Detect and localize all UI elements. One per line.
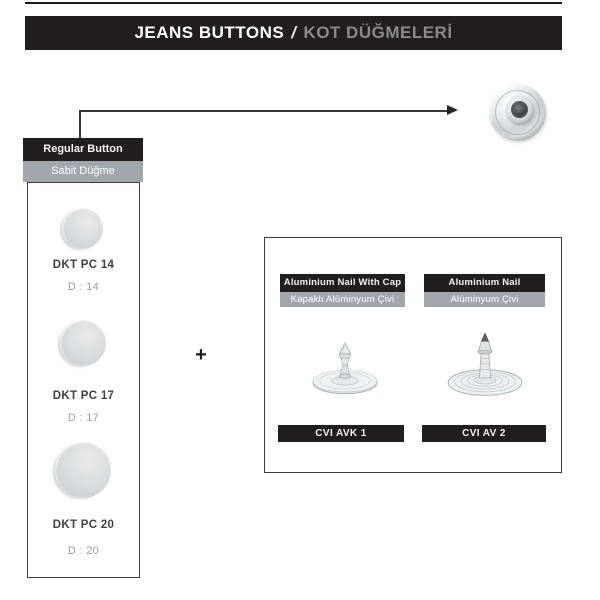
nail-code: CVI AV 2 bbox=[422, 425, 546, 442]
nail-with-cap-subheader: Kapaklı Alüminyum Çivi bbox=[280, 292, 405, 307]
button-circle-dkt-pc-20 bbox=[55, 442, 111, 498]
nail-with-cap-code: CVI AVK 1 bbox=[278, 425, 404, 442]
aluminium-nail-with-cap-image bbox=[303, 338, 387, 400]
title-separator: / bbox=[291, 23, 297, 42]
page-title-banner bbox=[25, 16, 562, 50]
jeans-button-image bbox=[489, 84, 546, 141]
button-code-dkt-pc-17: DKT PC 17 bbox=[52, 390, 115, 402]
button-code-dkt-pc-20: DKT PC 20 bbox=[52, 519, 115, 531]
button-face bbox=[511, 101, 528, 118]
aluminium-nail-image bbox=[439, 330, 531, 400]
nail-header: Aluminium Nail bbox=[424, 274, 545, 292]
nail-subheader: Alüminyum Çivi bbox=[424, 292, 545, 307]
button-diameter-dkt-pc-17: D : 17 bbox=[67, 412, 100, 424]
button-circle-dkt-pc-17 bbox=[60, 320, 106, 366]
connector-line-vertical bbox=[79, 111, 81, 138]
regular-button-header: Regular Button bbox=[23, 138, 143, 161]
connector-line-horizontal bbox=[79, 110, 448, 112]
button-diameter-dkt-pc-14: D : 14 bbox=[67, 281, 100, 293]
button-cap bbox=[506, 96, 533, 123]
page-title-tr: KOT DÜĞMELERİ bbox=[303, 23, 453, 42]
regular-button-subheader: Sabit Düğme bbox=[23, 161, 143, 182]
button-circle-dkt-pc-14 bbox=[62, 208, 103, 249]
button-code-dkt-pc-14: DKT PC 14 bbox=[52, 259, 115, 271]
page-title-en: JEANS BUTTONS bbox=[134, 23, 285, 42]
arrow-right-icon bbox=[447, 105, 458, 115]
plus-icon: + bbox=[195, 344, 207, 366]
button-diameter-dkt-pc-20: D : 20 bbox=[67, 545, 100, 557]
top-rule bbox=[25, 2, 562, 4]
nail-with-cap-header: Aluminium Nail With Cap bbox=[280, 274, 405, 292]
